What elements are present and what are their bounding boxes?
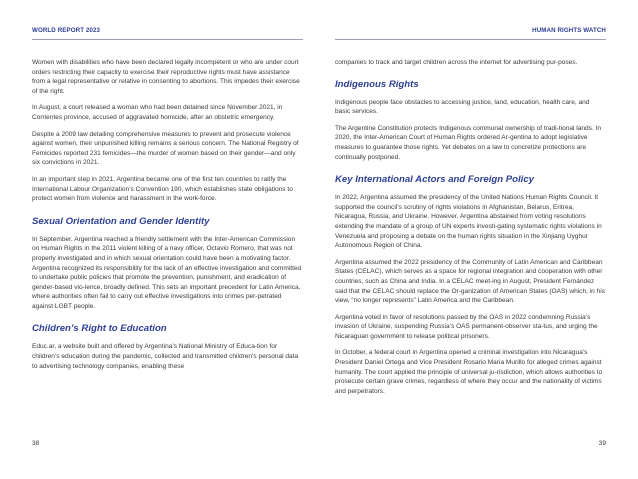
- paragraph: In October, a federal court in Argentina opened a criminal investigation into Nicaragua’s President Daniel Ortega and Vice President Rosario Maria Murillo for alleged crimes against humanity. The court applied the principle of universal ju-risdiction, which allows authorities to prosecute certain grave crimes, regardless of where they occur and the nationality of victims and perpetrators.: [335, 349, 603, 395]
- paragraph: Indigenous people face obstacles to accessing justice, land, education, health care, and basic services.: [335, 98, 590, 116]
- header-rule-left: [32, 39, 303, 40]
- right-column: [335, 58, 606, 403]
- section-heading-indigenous-rights: Indigenous Rights: [335, 78, 419, 90]
- paragraph: In 2022, Argentina assumed the presidency of the United Nations Human Rights Council. It supported the council’s scrutiny of rights violations in Afghanistan, Belarus, Eritrea, Nicaragua, Russia, and Ukraine. However, Argentina abstained from voting resolutions extending the mandate of a group of UN experts investi-gating systematic rights violations in Venezuela and proposing a debate on the human rights situation in the Xinjiang Uyghur Autonomous Region of China.: [335, 194, 602, 250]
- running-header-left: WORLD REPORT 2023: [32, 27, 101, 34]
- paragraph: The Argentine Constitution protects Indigenous communal ownership of tradi-tional lands. In 2020, the Inter-American Court of Human Rights ordered Ar-gentina to adopt legislative measures to guarantee those rights. Yet debates on a law to concretize protections are continually postponed.: [335, 124, 602, 161]
- paragraph: companies to track and target children across the internet for advertising pur-poses.: [335, 59, 578, 66]
- paragraph: Women with disabilities who have been declared legally incompetent or who are under court orders restricting their capacity to exercise their reproductive rights must have assistance from a legal representative or relative in consenting to abortions. This impedes their exercise of the right.: [32, 59, 300, 95]
- section-heading-sexual-orientation: Sexual Orientation and Gender Identity: [32, 215, 210, 227]
- running-header-right: HUMAN RIGHTS WATCH: [532, 27, 606, 34]
- paragraph: In September, Argentina reached a friendly settlement with the Inter-American Commission on Human Rights in the 2011 violent killing of a navy officer, Octavio Romero, that was not properly investigated and in which sexual orientation could have been a motivating factor. Argentina recognized its responsibility for the lack of an effective investigation and committed to undertake public policies that promote the prevention, punishment, and eradication of gender-based vio-lence, broadly defined. This sets an important precedent for Latin America, where authorities often fail to carry out effective investigations into crimes per-petrated against LGBT people.: [32, 235, 302, 310]
- page-number-left: 38: [32, 440, 40, 447]
- page-number-right: 39: [598, 440, 606, 447]
- paragraph: In an important step in 2021, Argentina became one of the first ten countries to ratify the International Labour Organization’s Convention 190, which establishes state obligations to protect women from violence and harassment in the work-force.: [32, 175, 293, 203]
- section-heading-key-international-actors: Key International Actors and Foreign Policy: [335, 174, 535, 186]
- paragraph: Despite a 2009 law detailing comprehensive measures to prevent and prosecute violence against women, their unpunished killing remains a serious concern. The National Registry of Femicides reported 231 femicides—the murder of women based on their gender—and only six convictions in 2021.: [32, 130, 299, 167]
- paragraph: Educ.ar, a website built and offered by Argentina’s National Ministry of Educa-tion for children’s education during the pandemic, collected and transmitted children’s personal data to advertising technology companies, enabling these: [32, 343, 299, 370]
- left-column: [32, 58, 303, 378]
- right-page: [319, 0, 638, 479]
- paragraph: Argentina voted in favor of resolutions passed by the OAS in 2022 condemning Russia’s invasion of Ukraine, suspending Russia’s OAS permanent-observer sta-tus, and urging the Nicaraguan government to release political prisoners.: [335, 313, 598, 340]
- paragraph: In August, a court released a woman who had been detained since November 2021, in Corrientes province, accused of aggravated homicide, after an obstetric emergency.: [32, 104, 283, 121]
- section-heading-children-education: Children’s Right to Education: [32, 323, 167, 335]
- paragraph: Argentina assumed the 2022 presidency of the Community of Latin American and Caribbean States (CELAC), which serves as a space for regional integration and cooperation with other countries, such as China and India. In a CELAC meet-ing in August, President Fernández said that the CELAC should replace the Or-ganization of American States (OAS) which, in his view, “no longer represents” Latin America and the Caribbean.: [335, 258, 606, 305]
- header-rule-right: [335, 39, 606, 40]
